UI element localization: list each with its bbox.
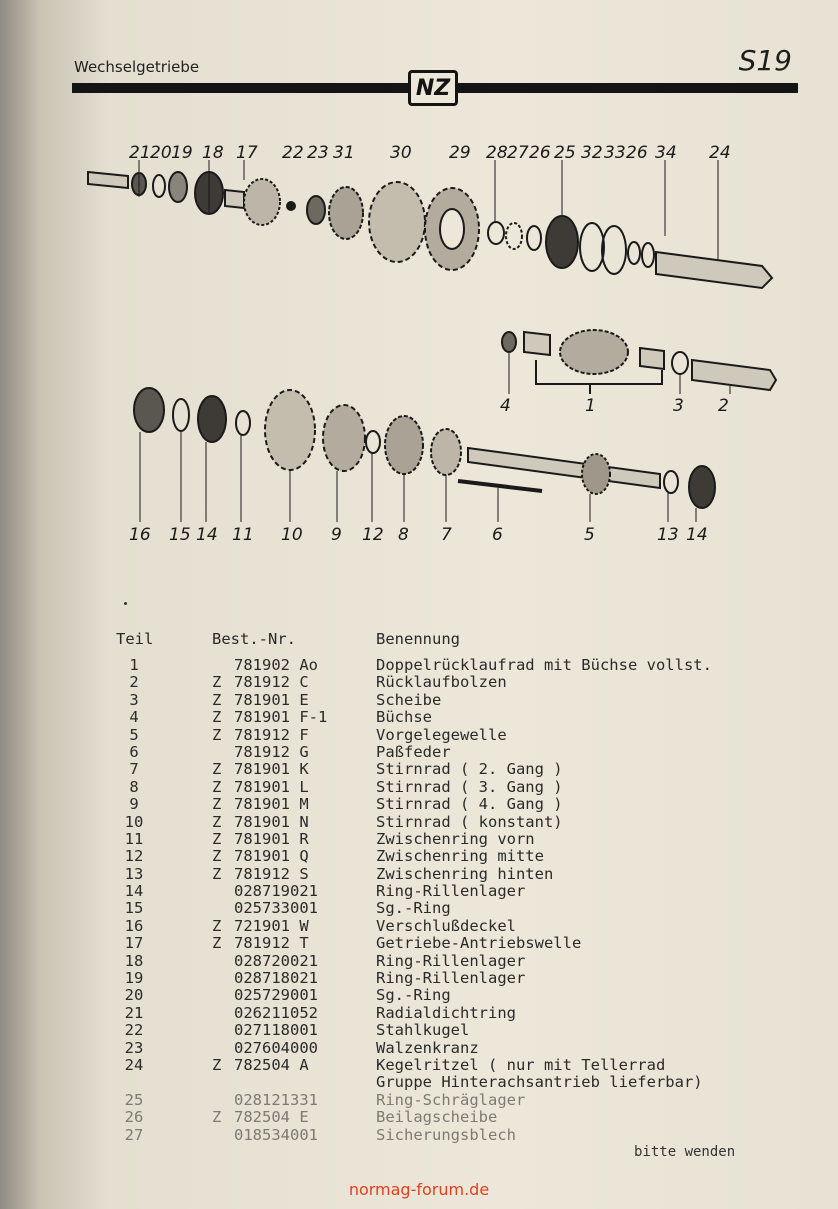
table-row: [116, 761, 796, 778]
callout-5: 5: [584, 525, 595, 545]
bestnr-cell: 781901 M: [234, 795, 309, 814]
callout-12: 12: [362, 525, 384, 545]
table-row: [116, 970, 796, 987]
bestnr-cell: [234, 1074, 376, 1091]
z-cell: Z: [212, 812, 222, 831]
callout-33: 33: [604, 143, 626, 163]
z-cell: Z: [212, 916, 222, 935]
table-row: [116, 1005, 796, 1022]
section-title: Wechselgetriebe: [74, 58, 200, 76]
bestnr-cell: 781912 T: [234, 934, 309, 953]
callout-6: 6: [492, 525, 503, 545]
bestnr-cell: 782504 E: [234, 1108, 309, 1127]
continue-note: bitte wenden: [634, 1144, 736, 1160]
z-cell: [212, 657, 234, 674]
benennung-cell: Ring-Rillenlager: [376, 969, 526, 988]
callout-2: 2: [718, 396, 729, 416]
teil-cell: [116, 1074, 212, 1091]
callout-8: 8: [398, 525, 409, 545]
z-cell: [212, 1092, 234, 1109]
bestnr-cell: 781901 K: [234, 760, 309, 779]
callout-17: 17: [236, 143, 258, 163]
callout-27: 27: [507, 143, 529, 163]
parts-table: [116, 631, 796, 1144]
teil-cell: 20: [124, 986, 144, 1005]
bestnr-cell: 781901 Q: [234, 847, 309, 866]
benennung-cell: Rücklaufbolzen: [376, 673, 507, 692]
table-row: [116, 900, 796, 917]
z-cell: Z: [212, 777, 222, 796]
bestnr-cell: 028719021: [234, 882, 318, 901]
benennung-cell: Büchse: [376, 708, 432, 727]
bestnr-cell: 781902 Ao: [234, 656, 318, 674]
z-cell: [212, 987, 234, 1004]
callout-20: 20: [150, 143, 172, 163]
teil-cell: 1: [129, 656, 139, 674]
callout-30: 30: [390, 143, 412, 163]
table-row: [116, 866, 796, 883]
z-cell: Z: [212, 847, 222, 866]
teil-cell: 2: [129, 673, 139, 692]
bestnr-cell: 028121331: [234, 1090, 318, 1109]
teil-cell: 26: [124, 1108, 144, 1127]
callout-29: 29: [449, 143, 471, 163]
callout-13: 13: [657, 525, 679, 545]
table-row: [116, 1092, 796, 1109]
benennung-cell: Ring-Rillenlager: [376, 882, 526, 901]
callout-32: 32: [581, 143, 603, 163]
benennung-cell: Ring-Rillenlager: [376, 951, 526, 970]
bestnr-cell: 781912 G: [234, 742, 309, 761]
bestnr-cell: 018534001: [234, 1125, 318, 1144]
z-cell: [212, 970, 234, 987]
teil-cell: 5: [129, 725, 139, 744]
teil-cell: 11: [124, 829, 144, 848]
bestnr-cell: 782504 A: [234, 1055, 309, 1074]
benennung-cell: Beilagscheibe: [376, 1108, 498, 1127]
z-cell: Z: [212, 673, 222, 692]
callout-1: 1: [585, 396, 596, 416]
z-cell: Z: [212, 1108, 222, 1127]
benennung-cell: Zwischenring vorn: [376, 829, 535, 848]
bestnr-cell: 781901 N: [234, 812, 309, 831]
z-cell: [212, 1005, 234, 1022]
bestnr-cell: 781901 R: [234, 829, 309, 848]
teil-cell: 13: [124, 864, 144, 883]
callout-16: 16: [129, 525, 151, 545]
benennung-cell: Scheibe: [376, 690, 442, 709]
z-cell: Z: [212, 864, 222, 883]
benennung-cell: Paßfeder: [376, 742, 451, 761]
table-row: [116, 848, 796, 865]
z-cell: Z: [212, 934, 222, 953]
benennung-cell: Stirnrad ( 4. Gang ): [376, 795, 563, 814]
table-row: [116, 1109, 796, 1126]
teil-cell: 21: [124, 1003, 144, 1022]
table-header: [116, 631, 796, 657]
teil-cell: 7: [129, 760, 139, 779]
teil-cell: 18: [124, 951, 144, 970]
table-row: [116, 1040, 796, 1057]
table-row: [116, 692, 796, 709]
teil-cell: 4: [129, 708, 139, 727]
bestnr-cell: 781912 F: [234, 725, 309, 744]
header-bestnr: Best.-Nr.: [212, 630, 296, 648]
benennung-cell: Walzenkranz: [376, 1038, 479, 1057]
table-row: [116, 796, 796, 813]
benennung-cell: Sg.-Ring: [376, 899, 451, 918]
callout-10: 10: [281, 525, 303, 545]
table-row: [116, 987, 796, 1004]
teil-cell: 6: [129, 742, 139, 761]
z-cell: Z: [212, 829, 222, 848]
table-row: [116, 779, 796, 796]
teil-cell: 9: [129, 795, 139, 814]
callout-14b: 14: [686, 525, 708, 545]
benennung-cell: Stahlkugel: [376, 1021, 470, 1040]
table-row: [116, 744, 796, 761]
teil-cell: 8: [129, 777, 139, 796]
benennung-cell: Gruppe Hinterachsantrieb lieferbar): [376, 1073, 703, 1092]
bestnr-cell: 027604000: [234, 1038, 318, 1057]
z-cell: Z: [212, 690, 222, 709]
callout-15: 15: [169, 525, 191, 545]
callout-7: 7: [441, 525, 452, 545]
benennung-cell: Zwischenring hinten: [376, 864, 554, 883]
callout-24: 24: [709, 143, 731, 163]
z-cell: [212, 953, 234, 970]
benennung-cell: Kegelritzel ( nur mit Tellerrad: [376, 1055, 666, 1074]
table-row: [116, 831, 796, 848]
bestnr-cell: 026211052: [234, 1003, 318, 1022]
teil-cell: 22: [124, 1021, 144, 1040]
z-cell: [212, 900, 234, 917]
callout-3: 3: [673, 396, 684, 416]
teil-cell: 14: [124, 882, 144, 901]
teil-cell: 12: [124, 847, 144, 866]
teil-cell: 17: [124, 934, 144, 953]
benennung-cell: Sicherungsblech: [376, 1125, 516, 1144]
bestnr-cell: 781901 L: [234, 777, 309, 796]
teil-cell: 27: [124, 1125, 144, 1144]
table-row: [116, 1022, 796, 1039]
benennung-cell: Verschlußdeckel: [376, 916, 516, 935]
teil-cell: 24: [124, 1055, 144, 1074]
table-row: [116, 935, 796, 952]
z-cell: [212, 1022, 234, 1039]
callout-11: 11: [232, 525, 254, 545]
table-row: [116, 709, 796, 726]
z-cell: [212, 883, 234, 900]
callout-34: 34: [655, 143, 677, 163]
bestnr-cell: 025729001: [234, 986, 318, 1005]
callout-23: 23: [307, 143, 329, 163]
z-cell: [212, 744, 234, 761]
teil-cell: 10: [124, 812, 144, 831]
bestnr-cell: 781912 C: [234, 673, 309, 692]
benennung-cell: Sg.-Ring: [376, 986, 451, 1005]
z-cell: Z: [212, 708, 222, 727]
bestnr-cell: 028718021: [234, 969, 318, 988]
z-cell: Z: [212, 1055, 222, 1074]
benennung-cell: Vorgelegewelle: [376, 725, 507, 744]
nz-logo: NZ: [408, 70, 458, 106]
bestnr-cell: 027118001: [234, 1021, 318, 1040]
table-row: [116, 727, 796, 744]
bestnr-cell: 025733001: [234, 899, 318, 918]
callout-14: 14: [196, 525, 218, 545]
bestnr-cell: 721901 W: [234, 916, 309, 935]
table-row: [116, 814, 796, 831]
benennung-cell: Radialdichtring: [376, 1003, 516, 1022]
bestnr-cell: 781912 S: [234, 864, 309, 883]
bestnr-cell: 781901 E: [234, 690, 309, 709]
callout-26b: 26: [626, 143, 648, 163]
benennung-cell: Stirnrad ( 3. Gang ): [376, 777, 563, 796]
benennung-cell: Stirnrad ( konstant): [376, 812, 563, 831]
table-row: [116, 657, 796, 674]
table-row: [116, 883, 796, 900]
callout-25: 25: [554, 143, 576, 163]
bestnr-cell: 781901 F-1: [234, 708, 328, 727]
z-cell: Z: [212, 760, 222, 779]
callout-9: 9: [331, 525, 342, 545]
benennung-cell: Doppelrücklaufrad mit Büchse vollst.: [376, 656, 712, 674]
table-row: [116, 1057, 796, 1074]
z-cell: [212, 1040, 234, 1057]
benennung-cell: Stirnrad ( 2. Gang ): [376, 760, 563, 779]
benennung-cell: Zwischenring mitte: [376, 847, 544, 866]
callout-21: 21: [129, 143, 151, 163]
bestnr-cell: 028720021: [234, 951, 318, 970]
watermark-text: normag-forum.de: [348, 1180, 490, 1199]
bullet-dot: [124, 602, 127, 605]
page-number: S19: [738, 44, 792, 77]
z-cell: Z: [212, 725, 222, 744]
callout-4: 4: [500, 396, 511, 416]
exploded-gearbox-diagram: [0, 110, 838, 580]
teil-cell: 19: [124, 969, 144, 988]
callout-28: 28: [486, 143, 508, 163]
z-cell: [212, 1127, 234, 1144]
callout-18: 18: [202, 143, 224, 163]
table-row-continuation: [116, 1074, 796, 1091]
table-row: [116, 1127, 796, 1144]
table-row: [116, 674, 796, 691]
teil-cell: 3: [129, 690, 139, 709]
callout-19: 19: [171, 143, 193, 163]
benennung-cell: Getriebe-Antriebswelle: [376, 934, 582, 953]
teil-cell: 16: [124, 916, 144, 935]
callout-22: 22: [282, 143, 304, 163]
callout-26: 26: [529, 143, 551, 163]
table-row: [116, 918, 796, 935]
teil-cell: 25: [124, 1090, 144, 1109]
teil-cell: 23: [124, 1038, 144, 1057]
callout-31: 31: [333, 143, 355, 163]
teil-cell: 15: [124, 899, 144, 918]
header-benennung: Benennung: [376, 630, 460, 648]
benennung-cell: Ring-Schräglager: [376, 1090, 526, 1109]
header-teil: Teil: [116, 630, 154, 648]
table-row: [116, 953, 796, 970]
z-cell: Z: [212, 795, 222, 814]
z-cell: [212, 1074, 234, 1091]
